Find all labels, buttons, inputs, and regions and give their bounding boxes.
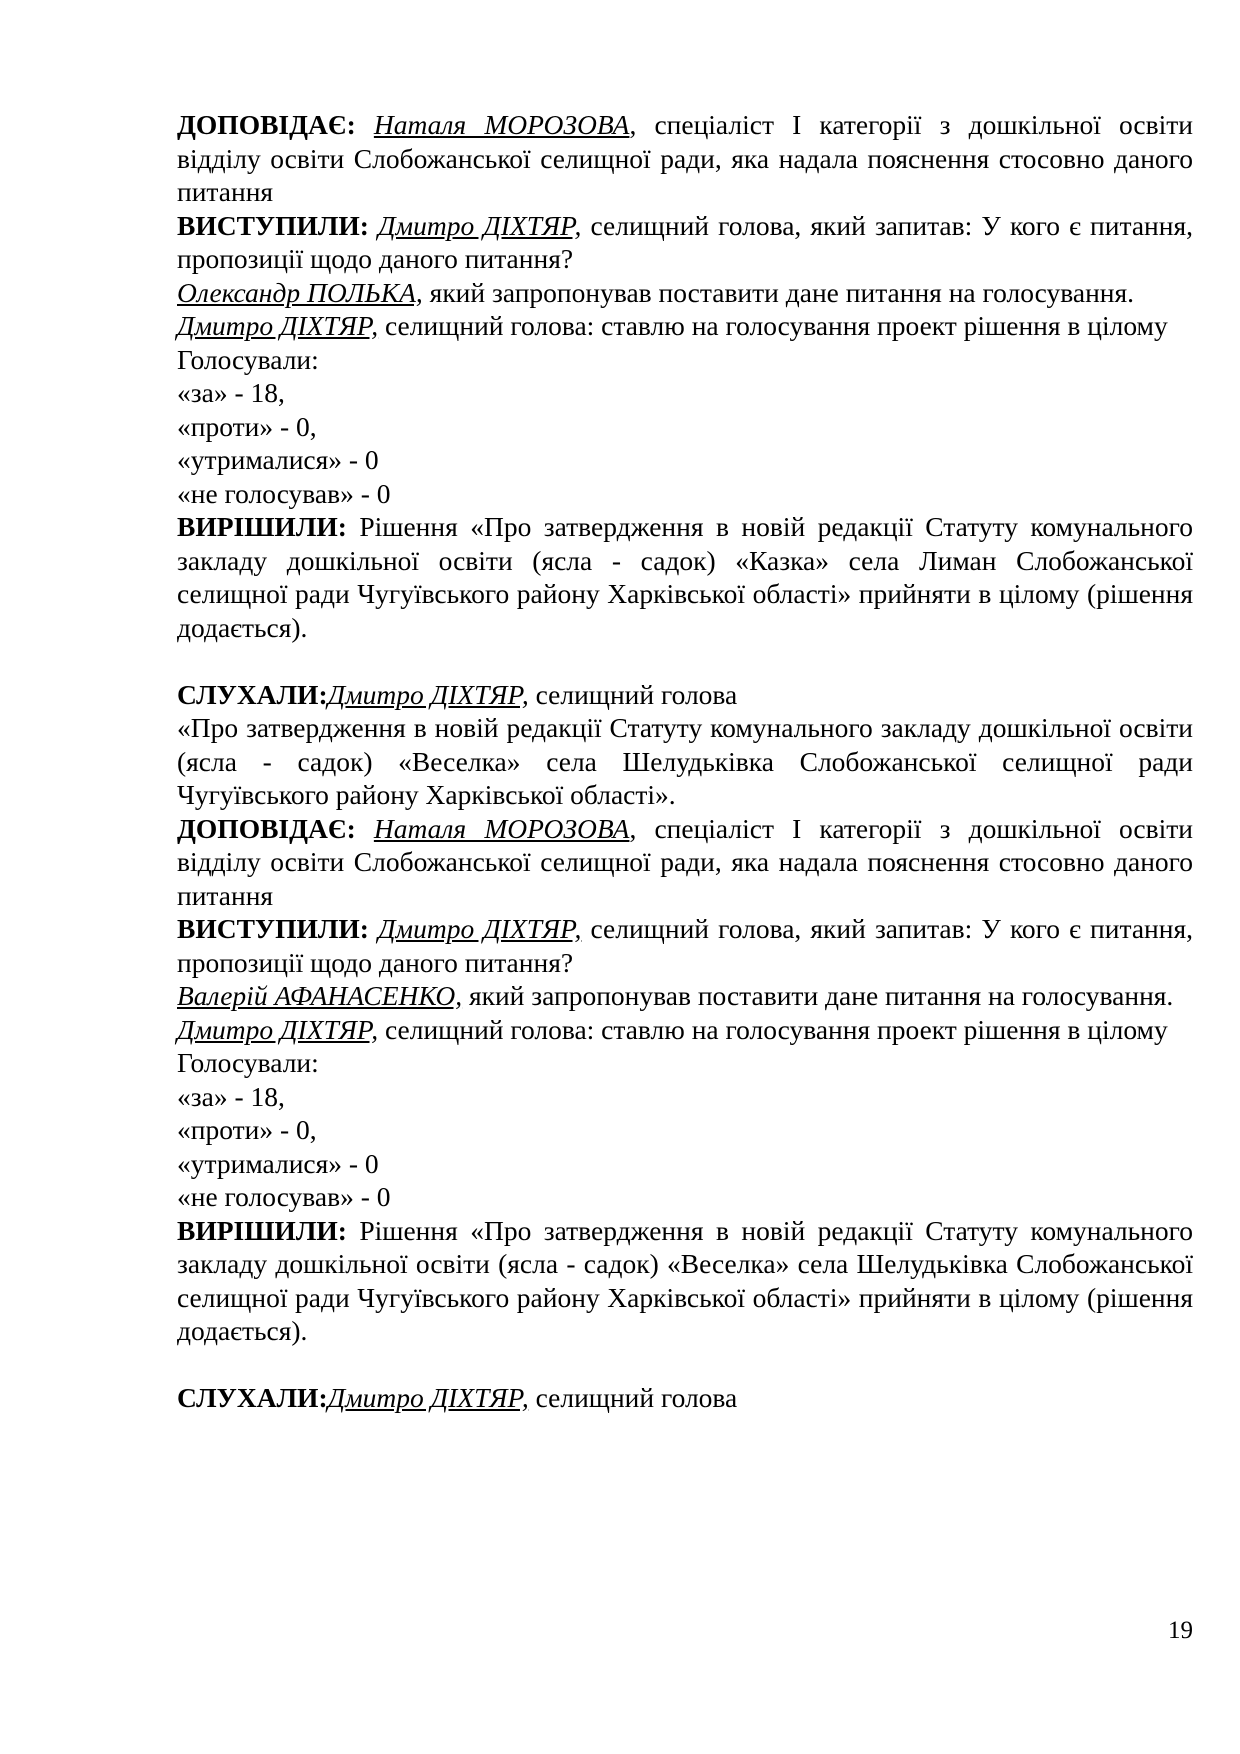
- listened-label: СЛУХАЛИ:: [177, 678, 328, 710]
- vote-against: «проти» - 0,: [177, 1114, 317, 1145]
- decision-label: ВИРІШИЛИ:: [177, 1214, 347, 1246]
- vote-not-voted: «не голосував» - 0: [177, 1181, 391, 1212]
- proposal-text: який запропонував поставити дане питання на голосування.: [462, 980, 1174, 1011]
- voted-heading: Голосували:: [177, 1047, 319, 1078]
- speakers-label: ВИСТУПИЛИ:: [177, 209, 369, 241]
- listened-name: Дмитро ДІХТЯР,: [327, 1382, 529, 1413]
- vote-call-text: селищний голова: ставлю на голосування проект рішення в цілому: [378, 310, 1168, 341]
- reporter-paragraph: [177, 108, 1193, 209]
- reporter-paragraph: [177, 812, 1193, 913]
- head-name: Дмитро ДІХТЯР,: [177, 310, 379, 341]
- speakers-paragraph: [177, 209, 1193, 276]
- speaker-name: Дмитро ДІХТЯР,: [378, 913, 582, 944]
- decision-text: Рішення «Про затвердження в новій редакції Статуту комунального закладу дошкільної освіти (ясла - садок) «Веселка» села Шелудьківка Слобожанської селищної ради Чугуївського району Харківської області» прийняти в цілому (рішення додається).: [177, 1214, 1193, 1346]
- vote-against: «проти» - 0,: [177, 410, 317, 442]
- vote-for: «за» - 18,: [177, 1080, 285, 1112]
- listened-paragraph: [177, 678, 1193, 712]
- reporter-label: ДОПОВІДАЄ:: [177, 109, 356, 140]
- reporter-name: Наталя МОРОЗОВА: [373, 812, 630, 844]
- proposal-text: який запропонував поставити дане питання на голосування.: [422, 276, 1135, 308]
- page-number: 19: [1168, 1617, 1193, 1644]
- speaker-text: селищний голова, який запитав: У кого є питання, пропозиції щодо даного питання?: [177, 913, 1193, 978]
- proposal-paragraph: [177, 276, 1193, 310]
- speakers-label: ВИСТУПИЛИ:: [177, 913, 369, 944]
- decision-text: Рішення «Про затвердження в новій редакції Статуту комунального закладу дошкільної освіти (ясла - садок) «Казка» села Лиман Слобожанської селищної ради Чугуївського району Харківської області» прийняти в цілому (рішення додається).: [177, 511, 1193, 643]
- decision-paragraph: [177, 510, 1193, 644]
- vote-call-text: селищний голова: ставлю на голосування проект рішення в цілому: [378, 1013, 1168, 1045]
- speakers-paragraph: [177, 912, 1193, 979]
- reporter-role: , спеціаліст І категорії з дошкільної освіти відділу освіти Слобожанської селищної ради, яка надала пояснення стосовно даного питання: [177, 109, 1194, 207]
- section-gap: [177, 1348, 1193, 1382]
- decision-label: ВИРІШИЛИ:: [177, 511, 347, 542]
- vote-call-paragraph: [177, 309, 1193, 343]
- section-gap: [177, 644, 1193, 678]
- reporter-role: , спеціаліст І категорії з дошкільної освіти відділу освіти Слобожанської селищної ради, яка надала пояснення стосовно даного питання: [177, 812, 1194, 911]
- proposer-name: Олександр ПОЛЬКА,: [177, 276, 423, 308]
- vote-abstained: «утрималися» - 0: [177, 1147, 379, 1179]
- head-name: Дмитро ДІХТЯР,: [177, 1013, 379, 1045]
- voted-heading: Голосували:: [177, 343, 319, 375]
- vote-abstained: «утрималися» - 0: [177, 444, 379, 475]
- reporter-label: ДОПОВІДАЄ:: [177, 812, 356, 844]
- vote-call-paragraph: [177, 1013, 1193, 1047]
- listened-role: селищний голова: [528, 1382, 738, 1413]
- vote-not-voted: «не голосував» - 0: [177, 477, 391, 509]
- proposal-paragraph: [177, 979, 1193, 1013]
- decision-paragraph: [177, 1214, 1193, 1348]
- topic-paragraph: «Про затвердження в новій редакції Статуту комунального закладу дошкільної освіти (ясла - садок) «Веселка» села Шелудьківка Слобожанської селищної ради Чугуївського району Харківської області».: [177, 712, 1193, 810]
- listened-role: селищний голова: [528, 678, 738, 710]
- reporter-name: Наталя МОРОЗОВА: [373, 109, 630, 140]
- speaker-name: Дмитро ДІХТЯР,: [378, 209, 582, 241]
- proposer-name: Валерій АФАНАСЕНКО,: [177, 980, 463, 1011]
- listened-name: Дмитро ДІХТЯР,: [327, 678, 529, 710]
- vote-for: «за» - 18,: [177, 377, 285, 408]
- document-page: [177, 108, 1193, 1415]
- listened-label: СЛУХАЛИ:: [177, 1382, 328, 1413]
- listened-paragraph: [177, 1381, 1193, 1415]
- speaker-text: селищний голова, який запитав: У кого є питання, пропозиції щодо даного питання?: [177, 209, 1193, 274]
